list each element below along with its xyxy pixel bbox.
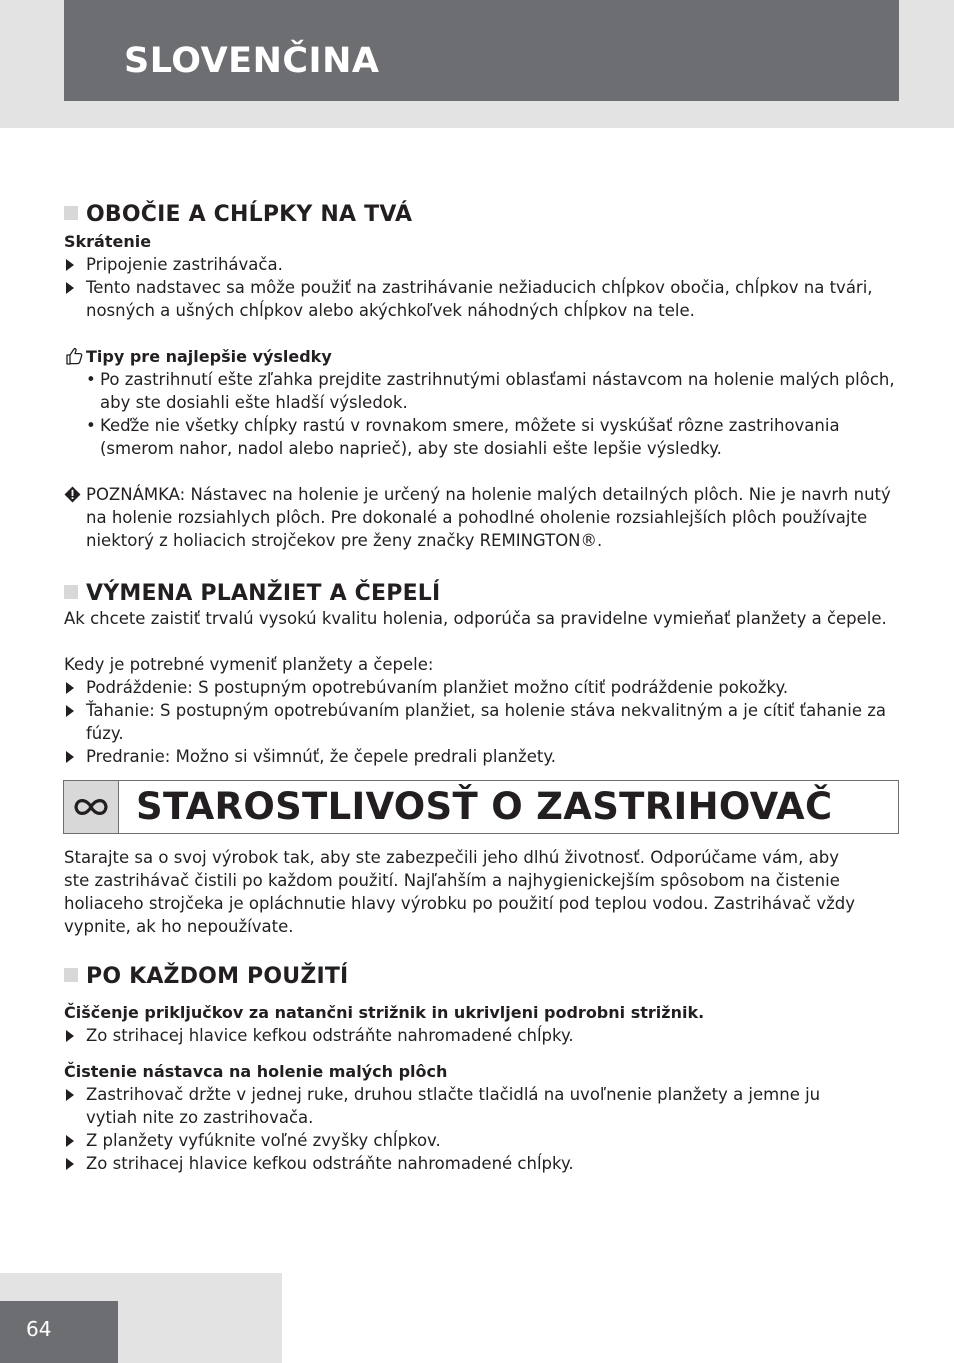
square-bullet-icon (64, 585, 78, 599)
arrow-bullet-icon (66, 682, 74, 694)
subheading: Skrátenie (64, 232, 152, 252)
list-item: Podráždenie: S postupným opotrebúvaním planžiet možno cítiť podráždenie pokožky. (64, 676, 904, 699)
language-title: SLOVENČINA (124, 41, 380, 81)
list-item: Zo strihacej hlavice kefkou odstráňte nahromadené chĺpky. (64, 1152, 834, 1175)
warning-icon (64, 486, 81, 503)
arrow-bullet-icon (66, 705, 74, 717)
infinity-icon (71, 792, 111, 822)
eyebrows-section (64, 203, 904, 552)
square-bullet-icon (64, 968, 78, 982)
list-item: Ťahanie: S postupným opotrebúvaním planžiet, sa holenie stáva nekvalitným a je cítiť ťahanie za fúzy. (64, 699, 904, 745)
section-title: STAROSTLIVOSŤ O ZASTRIHOVAČ (136, 785, 833, 828)
arrow-bullet-icon (66, 282, 74, 294)
page-number-box (0, 1301, 118, 1363)
instruction-list (64, 253, 904, 322)
paragraph: Kedy je potrebné vymeniť planžety a čepele: (64, 655, 434, 675)
thumbs-up-icon (64, 346, 84, 366)
instruction-list (64, 676, 904, 768)
subheading: Čistenie nástavca na holenie malých plôch (64, 1062, 448, 1082)
subheading: Čiščenje priključkov za natančni strižnik in ukrivljeni podrobni strižnik. (64, 1003, 705, 1023)
section-heading: PO KAŽDOM POUŽITÍ (64, 965, 904, 989)
square-bullet-icon (64, 206, 78, 220)
paragraph: Starajte sa o svoj výrobok tak, aby ste zabezpečili jeho dlhú životnosť. Odporúčame vám, aby ste zastrihávač čistili po každom použití. Najľahším a najhygienickejším spôsobom na čistenie holiaceho strojčeka je opláchnutie hlavy výrobku po použití pod teplou vodou. Zastrihávač vždy vypnite, ak ho nepoužívate. (64, 848, 855, 936)
care-section-banner (63, 780, 899, 834)
list-item: • Keďže nie všetky chĺpky rastú v rovnakom smere, môžete si vyskúšať rôzne zastrihovania (smerom nahor, nadol alebo naprieč), aby ste dosiahli ešte lepšie výsledky. (86, 416, 840, 459)
list-item: Zastrihovač držte v jednej ruke, druhou stlačte tlačidlá na uvoľnenie planžety a jemne ju vytiah nite zo zastrihovača. (64, 1083, 834, 1129)
arrow-bullet-icon (66, 1089, 74, 1101)
arrow-bullet-icon (66, 751, 74, 763)
list-item: Tento nadstavec sa môže použiť na zastrihávanie nežiaducich chĺpkov obočia, chĺpkov na tvári, nosných a ušných chĺpkov alebo akýchkoľvek náhodných chĺpkov na tele. (64, 276, 904, 322)
paragraph: Ak chcete zaistiť trvalú vysokú kvalitu holenia, odporúča sa pravidelne vymieňať planžety a čepele. (64, 609, 887, 629)
tips-heading: Tipy pre najlepšie výsledky (64, 345, 904, 368)
list-item: Zo strihacej hlavice kefkou odstráňte nahromadené chĺpky. (64, 1024, 904, 1047)
arrow-bullet-icon (66, 1030, 74, 1042)
section-heading: VÝMENA PLANŽIET A ČEPELÍ (64, 582, 904, 606)
list-item: Pripojenie zastrihávača. (64, 253, 904, 276)
instruction-list (64, 1083, 834, 1175)
replacement-section (64, 582, 904, 768)
note: POZNÁMKA: Nástavec na holenie je určený na holenie malých detailných plôch. Nie je navrh nutý na holenie rozsiahlych plôch. Pre dokonalé a pohodlné oholenie rozsiahlejších plôch používajte niektorý z holiacich strojčekov pre ženy značky REMINGTON®. (64, 483, 904, 552)
page-number: 64 (26, 1317, 52, 1341)
after-use-section (64, 965, 904, 1175)
arrow-bullet-icon (66, 1158, 74, 1170)
tips-list (64, 368, 904, 460)
list-item: Z planžety vyfúknite voľné zvyšky chĺpkov. (64, 1129, 834, 1152)
section-icon-box (64, 781, 119, 833)
care-intro (64, 846, 904, 938)
instruction-list (64, 1024, 904, 1047)
arrow-bullet-icon (66, 259, 74, 271)
section-heading: OBOČIE A CHĹPKY NA TVÁ (64, 203, 904, 227)
list-item: Predranie: Možno si všimnúť, že čepele predrali planžety. (64, 745, 904, 768)
arrow-bullet-icon (66, 1135, 74, 1147)
list-item: • Po zastrihnutí ešte zľahka prejdite zastrihnutými oblasťami nástavcom na holenie malých plôch, aby ste dosiahli ešte hladší výsledok. (86, 370, 895, 413)
